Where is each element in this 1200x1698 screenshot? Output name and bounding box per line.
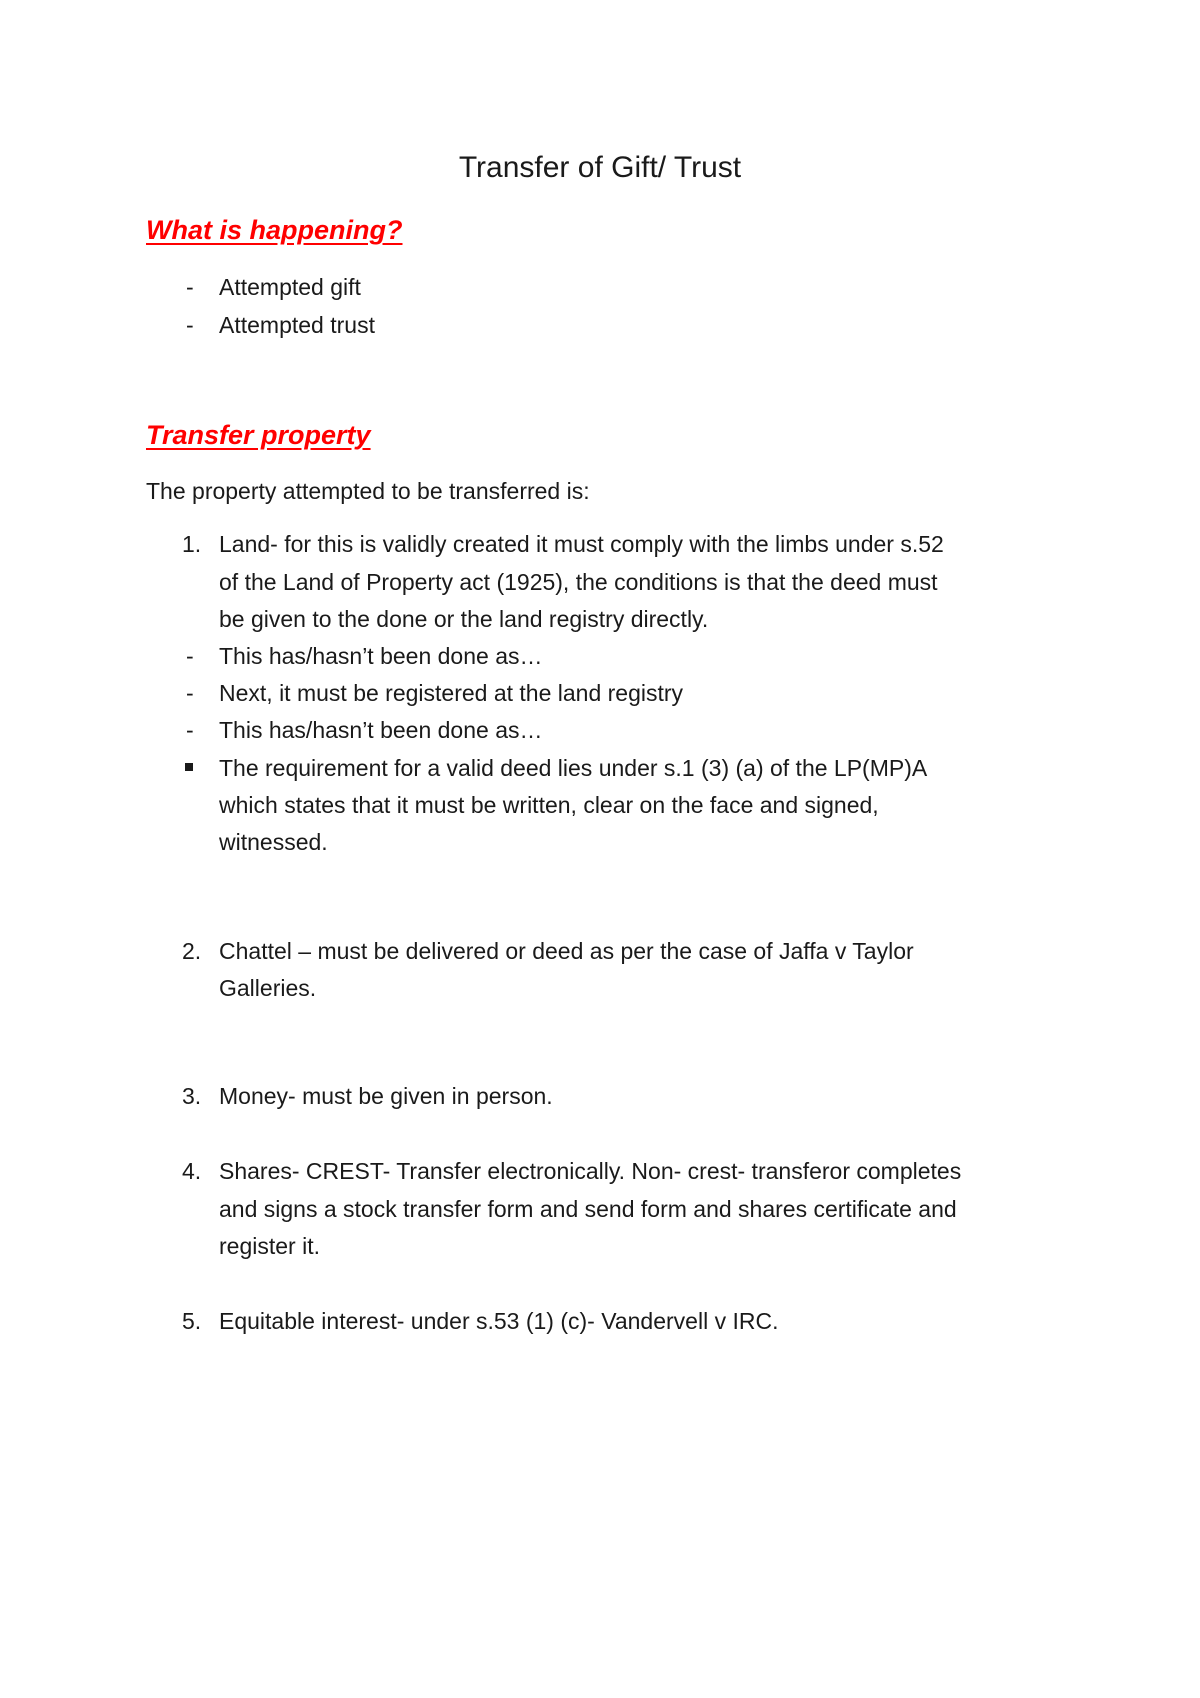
- section-heading-what-is-happening: What is happening?: [146, 215, 403, 245]
- document-title: Transfer of Gift/ Trust: [458, 151, 742, 184]
- list-number-2: 2.: [182, 938, 202, 964]
- deed-requirement-line-3: witnessed.: [219, 829, 328, 855]
- dash-marker: -: [186, 274, 194, 300]
- sub-item-done-1: This has/hasn’t been done as…: [219, 643, 543, 669]
- dash-marker: -: [186, 680, 194, 706]
- list-number-3: 3.: [182, 1083, 202, 1109]
- item-1-line-3: be given to the done or the land registry directly.: [219, 606, 709, 632]
- item-4-line-3: register it.: [219, 1233, 320, 1259]
- item-2-line-2: Galleries.: [219, 975, 317, 1001]
- item-3-line-1: Money- must be given in person.: [219, 1083, 553, 1109]
- dash-marker: -: [186, 717, 194, 743]
- sub-item-registered: Next, it must be registered at the land registry: [219, 680, 684, 706]
- dash-marker: -: [186, 312, 194, 338]
- dash-marker: -: [186, 643, 194, 669]
- item-5-line-1: Equitable interest- under s.53 (1) (c)- Vandervell v IRC.: [219, 1308, 779, 1334]
- intro-paragraph: The property attempted to be transferred is:: [146, 478, 590, 504]
- list-item-attempted-trust: Attempted trust: [219, 312, 375, 338]
- list-number-4: 4.: [182, 1158, 202, 1184]
- section-heading-transfer-property: Transfer property: [146, 420, 371, 450]
- item-2-line-1: Chattel – must be delivered or deed as per the case of Jaffa v Taylor: [219, 938, 914, 964]
- list-number-1: 1.: [182, 531, 202, 557]
- list-item-attempted-gift: Attempted gift: [219, 274, 361, 300]
- deed-requirement-line-2: which states that it must be written, clear on the face and signed,: [219, 792, 879, 818]
- list-number-5: 5.: [182, 1308, 202, 1334]
- item-4-line-2: and signs a stock transfer form and send form and shares certificate and: [219, 1196, 957, 1222]
- item-4-line-1: Shares- CREST- Transfer electronically. Non- crest- transferor completes: [219, 1158, 962, 1184]
- item-1-line-2: of the Land of Property act (1925), the conditions is that the deed must: [219, 569, 938, 595]
- sub-item-done-2: This has/hasn’t been done as…: [219, 717, 543, 743]
- square-bullet-icon: [185, 763, 193, 771]
- deed-requirement-line-1: The requirement for a valid deed lies under s.1 (3) (a) of the LP(MP)A: [219, 755, 928, 781]
- item-1-line-1: Land- for this is validly created it must comply with the limbs under s.52: [219, 531, 944, 557]
